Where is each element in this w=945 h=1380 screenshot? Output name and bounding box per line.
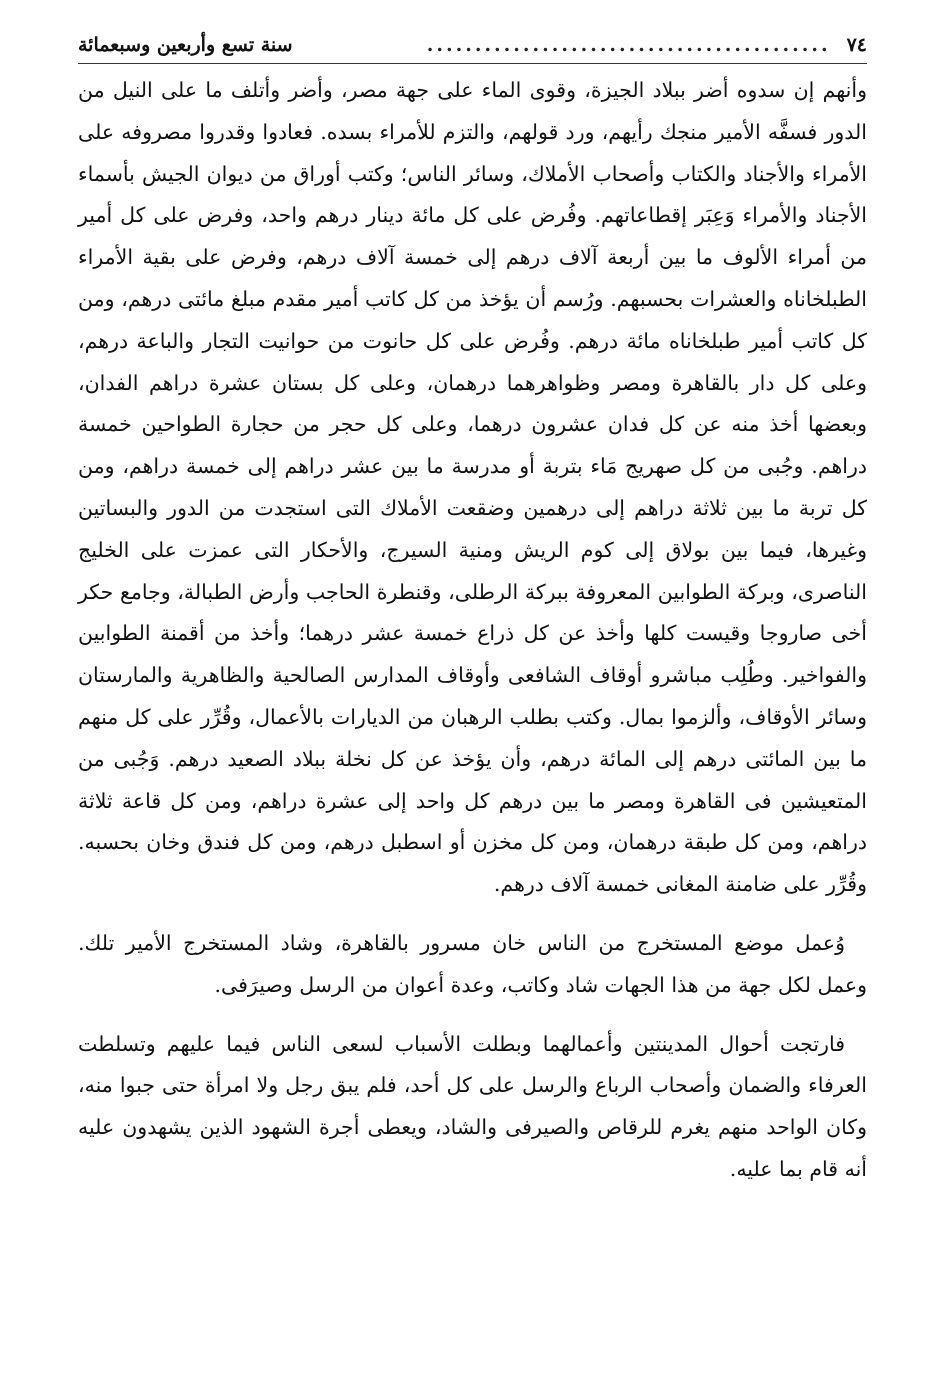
page-header bbox=[78, 30, 867, 60]
page-number: ٧٤ bbox=[846, 34, 867, 56]
paragraph-consequences: فارتجت أحوال المدينتين وأعمالهما وبطلت الأسباب لسعى الناس فيما عليهم وتسلطت العرفاء والضمان وأصحاب الرباع والرسل على كل أحد، فلم يبق رجل ولا امرأة حتى جبوا منه، وكان الواحد منهم يغرم للرقاص والصيرفى والشاد، ويعطى أجرة الشهود الذين يشهدون عليه أنه قام بما عليه. bbox=[78, 1031, 867, 1181]
paragraph-collection-office: وُعمل موضع المستخرج من الناس خان مسرور بالقاهرة، وشاد المستخرج الأمير تلك. وعمل لكل جهة من هذا الجهات شاد وكاتب، وعدة أعوان من الرسل وصيرَفى. bbox=[78, 930, 867, 997]
running-title: سنة تسع وأربعين وسبعمائة bbox=[78, 34, 293, 56]
leader-dots: .......................................... bbox=[426, 34, 831, 56]
header-divider bbox=[78, 63, 867, 64]
body-text bbox=[78, 70, 867, 1191]
paragraph-levies: وأنهم إن سدوه أضر ببلاد الجيزة، وقوى الماء على جهة مصر، وأضر وأتلف ما على النيل من الدور فسفَّه الأمير منجك رأيهم، ورد قولهم، والتزم للأمراء بسده. فعادوا وقدروا مصروفه على الأمراء والأجناد والكتاب وأصحاب الأملاك، وسائر الناس؛ وكتب أوراق من ديوان الجيش بأسماء الأجناد والأمراء وَعِبَر إقطاعاتهم. وفُرض على كل مائة دينار درهم واحد، وفرض على كل أمير من أمراء الألوف ما بين أربعة آلاف درهم إلى خمسة آلاف درهم، وفرض على بقية الأمراء الطبلخاناه والعشرات بحسبهم. ورُسم أن يؤخذ من كل كاتب أمير مقدم مبلغ مائتى درهم، ومن كل كاتب أمير طبلخاناه مائة درهم. وفُرض على كل حانوت من حوانيت التجار والباعة درهم، وعلى كل دار بالقاهرة ومصر وظواهرهما درهمان، وعلى كل بستان عشرة دراهم الفدان، وبعضها أخذ منه عن كل فدان عشرون درهما، وعلى كل حجر من حجارة الطواحين خمسة دراهم. وجُبى من كل صهريج مَاء بتربة أو مدرسة ما بين عشر دراهم إلى خمسة دراهم، ومن كل تربة ما بين ثلاثة دراهم إلى درهمين وضقعت الأملاك التى استجدت من الدور والبساتين وغيرها، فيما بين بولاق إلى كوم الريش ومنية السيرج، والأحكار التى عمزت على الخليج الناصرى، وبركة الطوابين المعروفة ببركة الرطلى، وقنطرة الحاجب وأرض الطبالة، وجامع حكر أخى صاروجا وقيست كلها وأخذ عن كل ذراع خمسة عشر درهما؛ وأخذ من أقمنة الطوابين والفواخير. وطُلِب مباشرو أوقاف الشافعى وأوقاف المدارس الصالحية والظاهرية والمارستان وسائر الأوقاف، وألزموا بمال. وكتب بطلب الرهبان من الديارات بالأعمال، وقُرِّر على كل منهم ما بين المائتى درهم إلى المائة درهم، وأن يؤخذ عن كل نخلة ببلاد الصعيد درهم. وَجُبى من المتعيشين فى القاهرة ومصر ما بين درهم كل واحد إلى عشرة دراهم، ومن كل قاعة ثلاثة دراهم، ومن كل طبقة درهمان، ومن كل مخزن أو اسطبل درهم، ومن كل فندق وخان بحسبه. وقُرِّر على ضامنة المغانى خمسة آلاف درهم. bbox=[78, 78, 867, 897]
